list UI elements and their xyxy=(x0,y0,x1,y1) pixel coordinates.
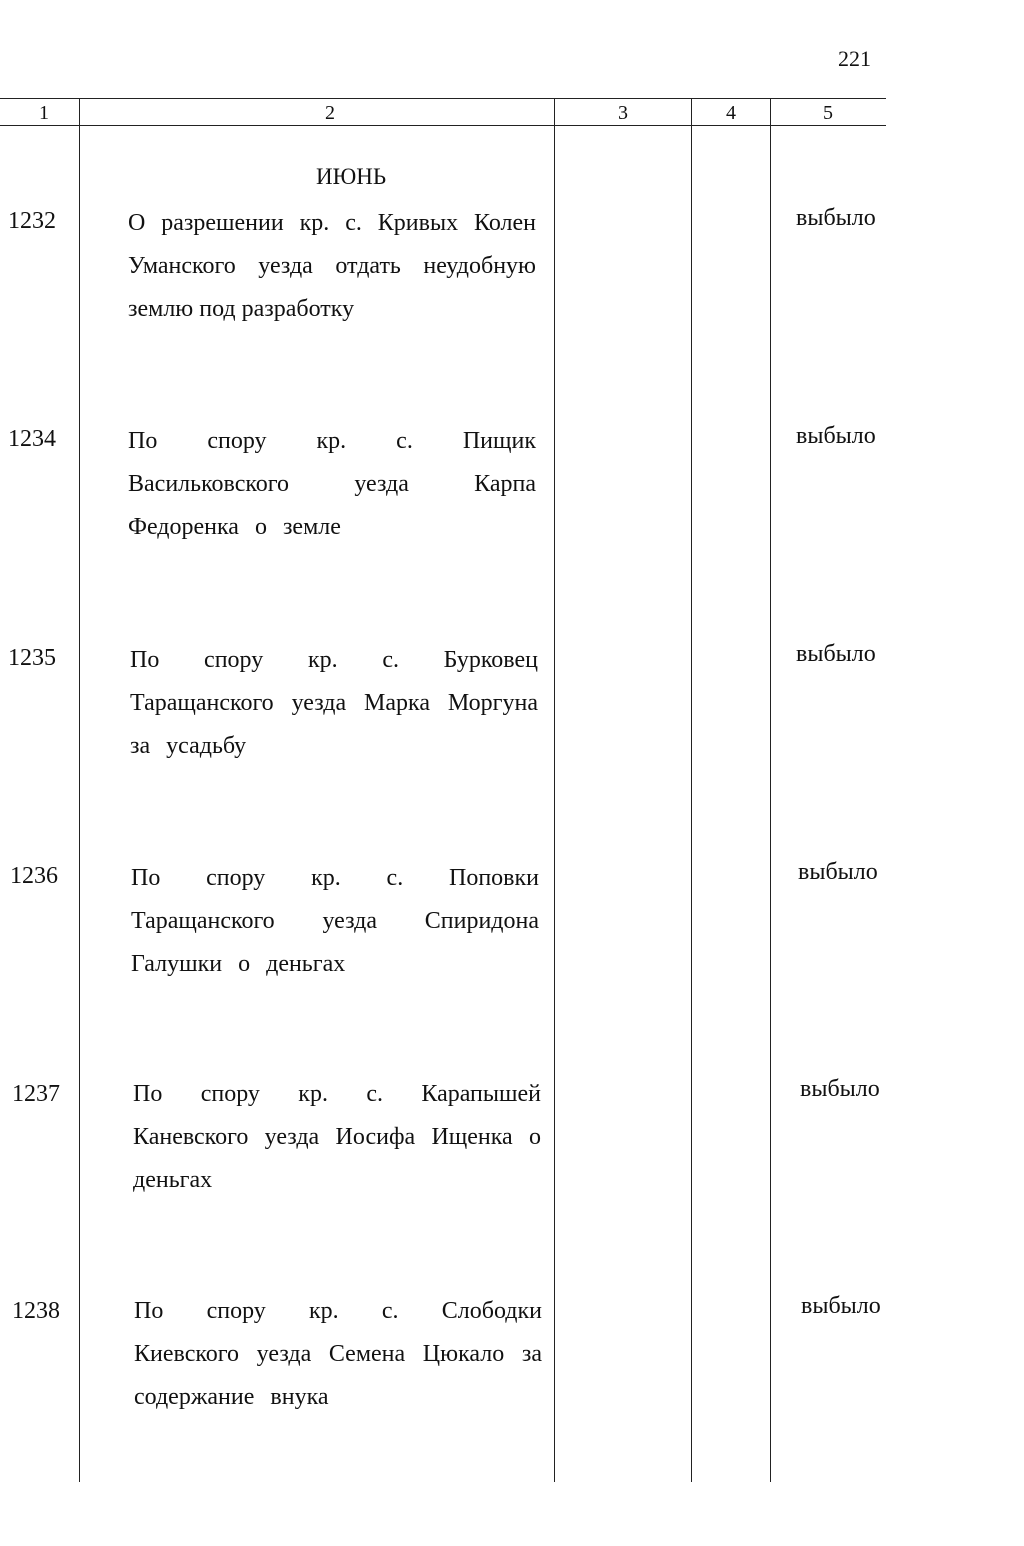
entry-text: По спору кр. с. Карапышей Каневского уезда Иосифа Ищенка о деньгах xyxy=(133,1081,541,1193)
column-header-2: 2 xyxy=(325,102,335,124)
column-header-4: 4 xyxy=(726,102,736,124)
entry-status: выбыло xyxy=(801,1293,881,1319)
column-divider-1 xyxy=(79,98,80,1482)
column-header-3: 3 xyxy=(618,102,628,124)
entry-number: 1235 xyxy=(8,645,56,671)
column-divider-2 xyxy=(554,98,555,1482)
entry-number: 1236 xyxy=(10,863,58,889)
header-top-rule xyxy=(0,98,886,99)
entry-number: 1234 xyxy=(8,426,56,452)
column-header-1: 1 xyxy=(39,102,49,124)
entry-status: выбыло xyxy=(796,423,876,449)
page-number: 221 xyxy=(838,46,871,71)
entry-status: выбыло xyxy=(796,205,876,231)
month-heading: ИЮНЬ xyxy=(316,164,387,189)
entry-number: 1238 xyxy=(12,1298,60,1324)
column-divider-3 xyxy=(691,98,692,1482)
column-header-5: 5 xyxy=(823,102,833,124)
entry-text: По спору кр. с. Поповки Таращанского уезда Спиридона Галушки о деньгах xyxy=(131,865,539,977)
entry-text: По спору кр. с. Пищик Васильковского уезда Карпа Федоренка о земле xyxy=(128,428,536,540)
entry-number: 1232 xyxy=(8,208,56,234)
entry-number: 1237 xyxy=(12,1081,60,1107)
entry-text: О разрешении кр. с. Кривых Колен Уманского уезда отдать неудобную землю под разработку xyxy=(128,210,536,322)
entry-status: выбыло xyxy=(796,641,876,667)
column-divider-4 xyxy=(770,98,771,1482)
entry-status: выбыло xyxy=(800,1076,880,1102)
entry-status: выбыло xyxy=(798,859,878,885)
entry-text: По спору кр. с. Бурковец Таращанского уезда Марка Моргуна за усадьбу xyxy=(130,647,538,759)
header-bottom-rule xyxy=(0,125,886,126)
entry-text: По спору кр. с. Слободки Киевского уезда Семена Цюкало за содержание внука xyxy=(134,1298,542,1410)
